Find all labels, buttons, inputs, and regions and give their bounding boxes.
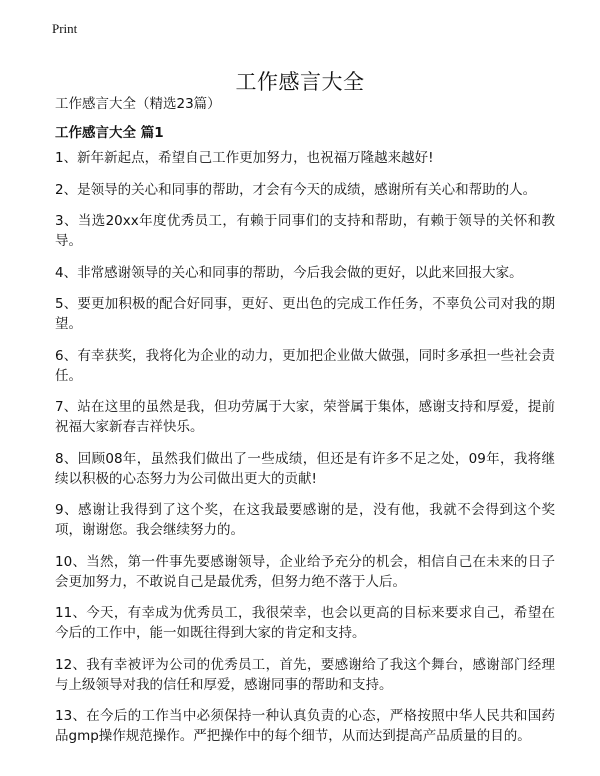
- list-item: 6、有幸获奖，我将化为企业的动力，更加把企业做大做强，同时多承担一些社会责任。: [55, 347, 555, 384]
- print-link[interactable]: Print: [52, 21, 78, 36]
- list-item: 7、站在这里的虽然是我，但功劳属于大家，荣誉属于集体，感谢支持和厚爱，提前祝福大家新春吉祥快乐。: [55, 399, 555, 435]
- section-heading: 工作感言大全 篇1: [55, 125, 164, 141]
- quote-list: [55, 148, 555, 758]
- document-subtitle: 工作感言大全（精选23篇）: [55, 96, 221, 112]
- list-item: 4、非常感谢领导的关心和同事的帮助，今后我会做的更好，以此来回报大家。: [55, 264, 523, 281]
- list-item: 10、当然，第一件事先要感谢领导，企业给予充分的机会，相信自己在未来的日子会更加努力，不敢说自己是最优秀，但努力绝不落于人后。: [55, 553, 555, 590]
- list-item: 13、在今后的工作当中必须保持一种认真负责的心态，严格按照中华人民共和国药品gmp操作规范操作。严把操作中的每个细节，从而达到提高产品质量的目的。: [55, 708, 555, 744]
- list-item: 11、今天，有幸成为优秀员工，我很荣幸，也会以更高的目标来要求自己，希望在今后的工作中，能一如既往得到大家的肯定和支持。: [55, 605, 555, 641]
- list-item: 9、感谢让我得到了这个奖，在这我最要感谢的是，没有他，我就不会得到这个奖项，谢谢您。我会继续努力的。: [55, 502, 555, 538]
- list-item: 12、我有幸被评为公司的优秀员工，首先，要感谢给了我这个舞台，感谢部门经理与上级领导对我的信任和厚爱，感谢同事的帮助和支持。: [55, 656, 555, 693]
- list-item: 3、当选20xx年度优秀员工，有赖于同事们的支持和帮助，有赖于领导的关怀和教导。: [55, 213, 555, 249]
- list-item: 1、新年新起点，希望自己工作更加努力，也祝福万隆越来越好!: [55, 150, 434, 166]
- list-item: 2、是领导的关心和同事的帮助，才会有今天的成绩，感谢所有关心和帮助的人。: [55, 181, 537, 198]
- list-item: 5、要更加积极的配合好同事，更好、更出色的完成工作任务，不辜负公司对我的期望。: [55, 296, 555, 332]
- list-item: 8、回顾08年，虽然我们做出了一些成绩，但还是有许多不足之处，09年，我将继续以积极的心态努力为公司做出更大的贡献!: [55, 450, 555, 487]
- page-title: 工作感言大全: [235, 70, 365, 95]
